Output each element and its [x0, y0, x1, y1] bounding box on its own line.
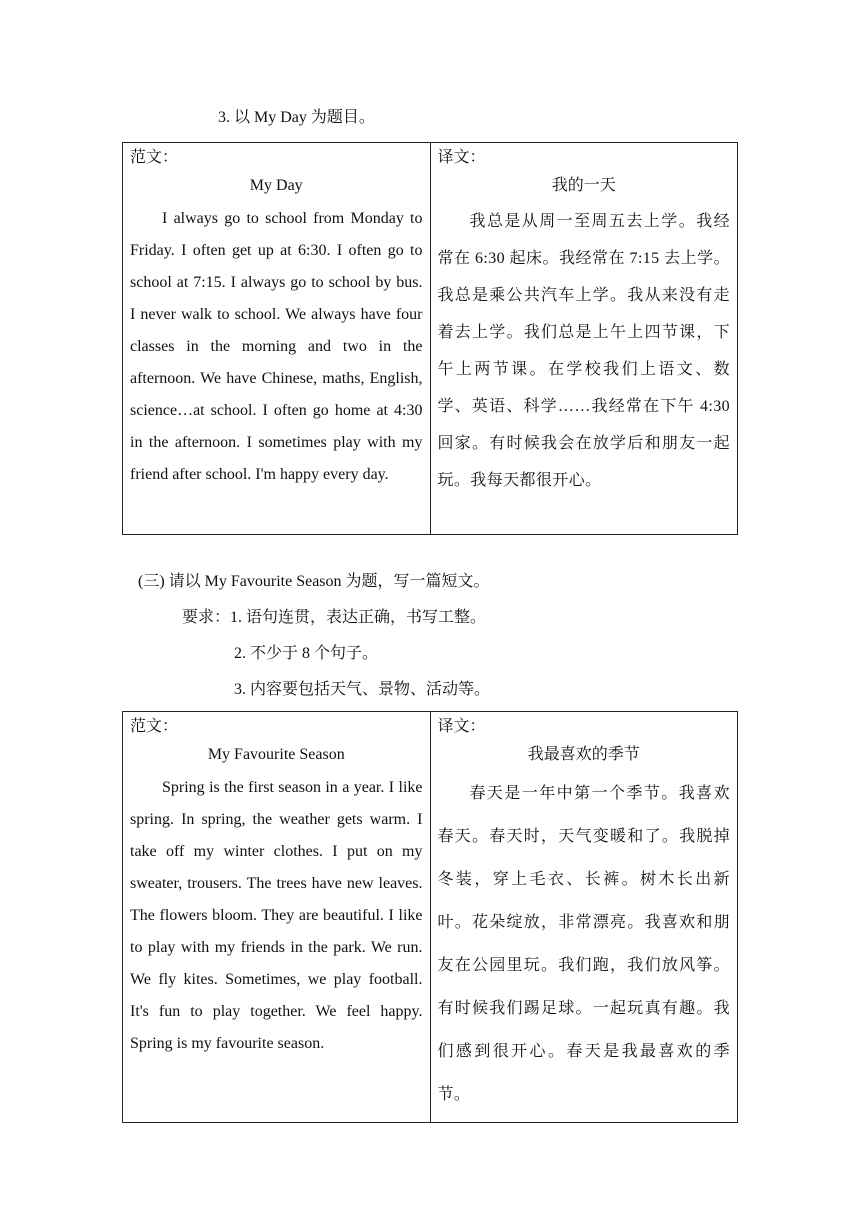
translation-title: 我最喜欢的季节: [527, 746, 640, 763]
translation-cell: [430, 143, 738, 535]
essay-title: My Day: [249, 177, 303, 194]
essay-body: I always go to school from Monday to Friday. I often get up at 6:30. I often go to school at 7:15. I always go to school by bus. I never walk to school. We always have four classes in the morning and two in the afternoon. We have Chinese, maths, English, science…at school. I often go home at 4:30 in the afternoon. I sometimes play with my friend after school. I'm happy every day.: [130, 210, 423, 483]
item-3-instruction: 3. 以 My Day 为题目。: [218, 109, 375, 126]
translation-label: 译文：: [437, 149, 486, 166]
translation-cell: [430, 712, 738, 1123]
translation-body: 我总是从周一至周五去上学。我经常在 6:30 起床。我经常在 7:15 去上学。我总是乘公共汽车上学。我从来没有走着去上学。我们总是上午上四节课，下午上两节课。在学校我们上语文、数学、英语、科学……我经常在下午 4:30 回家。有时候我会在放学后和朋友一起玩。我每天都很开心。: [437, 213, 730, 489]
translation-title: 我的一天: [551, 177, 616, 194]
translation-label: 译文：: [437, 718, 486, 735]
section-3-heading: (三) 请以 My Favourite Season 为题，写一篇短文。: [138, 573, 490, 590]
requirement-3: 3. 内容要包括天气、景物、活动等。: [234, 681, 491, 698]
sample-essay-label: 范文：: [130, 718, 179, 735]
essay-body: Spring is the first season in a year. I like spring. In spring, the weather gets warm. I take off my winter clothes. I put on my sweater, trousers. The trees have new leaves. The flowers bloom. They are beautiful. I like to play with my friends in the park. We run. We fly kites. Sometimes, we play football. It's fun to play together. We feel happy. Spring is my favourite season.: [130, 779, 423, 1052]
translation-body: 春天是一年中第一个季节。我喜欢春天。春天时，天气变暖和了。我脱掉冬装，穿上毛衣、长裤。树木长出新叶。花朵绽放，非常漂亮。我喜欢和朋友在公园里玩。我们跑，我们放风筝。有时候我们踢足球。一起玩真有趣。我们感到很开心。春天是我最喜欢的季节。: [437, 785, 730, 1103]
favourite-season-table: [122, 711, 738, 1123]
essay-title: My Favourite Season: [207, 746, 345, 763]
sample-essay-cell: [123, 712, 431, 1123]
sample-essay-label: 范文：: [130, 149, 179, 166]
my-day-table: [122, 142, 738, 535]
requirement-1: 要求：1. 语句连贯，表达正确，书写工整。: [182, 609, 487, 626]
requirement-2: 2. 不少于 8 个句子。: [234, 645, 379, 662]
sample-essay-cell: [123, 143, 431, 535]
